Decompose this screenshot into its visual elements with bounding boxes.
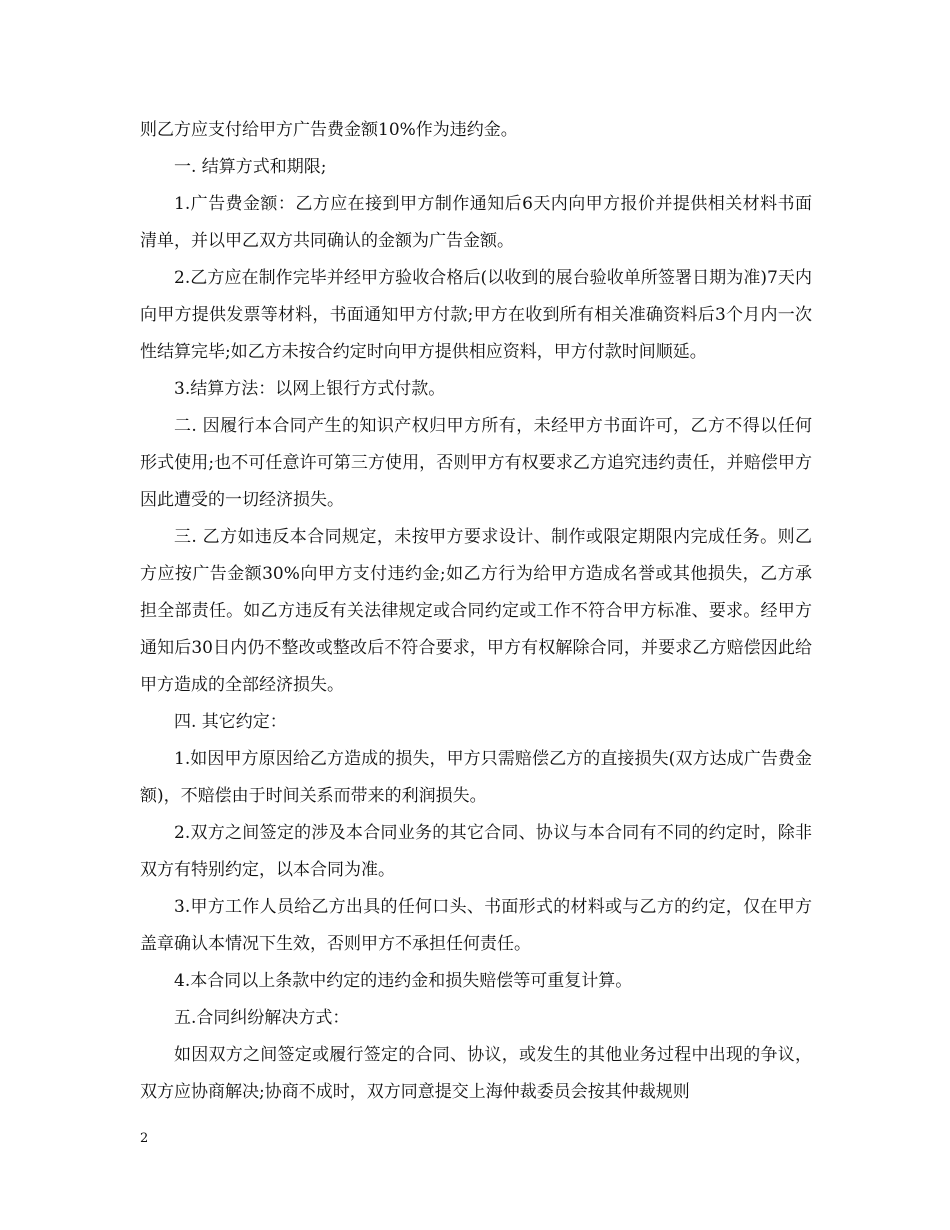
paragraph-4-2: 2.双方之间签定的涉及本合同业务的其它合同、协议与本合同有不同的约定时，除非双方有特别约定，以本合同为准。 bbox=[140, 823, 812, 880]
section-heading-1: 一. 结算方式和期限; bbox=[174, 157, 327, 177]
paragraph-5-1: 如因双方之间签定或履行签定的合同、协议，或发生的其他业务过程中出现的争议，双方应协商解决;协商不成时，双方同意提交上海仲裁委员会按其仲裁规则 bbox=[140, 1045, 812, 1102]
paragraph-4-4: 4.本合同以上条款中约定的违约金和损失赔偿等可重复计算。 bbox=[174, 971, 633, 991]
paragraph-continuation: 则乙方应支付给甲方广告费金额10%作为违约金。 bbox=[140, 120, 518, 140]
section-heading-4: 四. 其它约定： bbox=[174, 712, 287, 732]
section-heading-5: 五.合同纠纷解决方式： bbox=[174, 1008, 350, 1028]
paragraph-4-1: 1.如因甲方原因给乙方造成的损失，甲方只需赔偿乙方的直接损失(双方达成广告费金额)，不赔偿由于时间关系而带来的利润损失。 bbox=[140, 749, 812, 806]
paragraph-1-2: 2.乙方应在制作完毕并经甲方验收合格后(以收到的展台验收单所签署日期为准)7天内向甲方提供发票等材料，书面通知甲方付款;甲方在收到所有相关准确资料后3个月内一次性结算完毕;如乙方未按合约定时向甲方提供相应资料，甲方付款时间顺延。 bbox=[140, 268, 812, 362]
paragraph-4-3: 3.甲方工作人员给乙方出具的任何口头、书面形式的材料或与乙方的约定，仅在甲方盖章确认本情况下生效，否则甲方不承担任何责任。 bbox=[140, 897, 812, 954]
paragraph-1-1: 1.广告费金额：乙方应在接到甲方制作通知后6天内向甲方报价并提供相关材料书面清单，并以甲乙双方共同确认的金额为广告金额。 bbox=[140, 194, 812, 251]
section-3: 三. 乙方如违反本合同规定，未按甲方要求设计、制作或限定期限内完成任务。则乙方应按广告金额30%向甲方支付违约金;如乙方行为给甲方造成名誉或其他损失，乙方承担全部责任。如乙方违反有关法律规定或合同约定或工作不符合甲方标准、要求。经甲方通知后30日内仍不整改或整改后不符合要求，甲方有权解除合同，并要求乙方赔偿因此给甲方造成的全部经济损失。 bbox=[140, 527, 812, 695]
paragraph-1-3: 3.结算方法：以网上银行方式付款。 bbox=[174, 379, 446, 399]
page-number: 2 bbox=[140, 1131, 149, 1146]
section-2: 二. 因履行本合同产生的知识产权归甲方所有，未经甲方书面许可，乙方不得以任何形式使用;也不可任意许可第三方使用，否则甲方有权要求乙方追究违约责任，并赔偿甲方因此遭受的一切经济损失。 bbox=[140, 416, 812, 510]
document-body bbox=[140, 112, 812, 1111]
